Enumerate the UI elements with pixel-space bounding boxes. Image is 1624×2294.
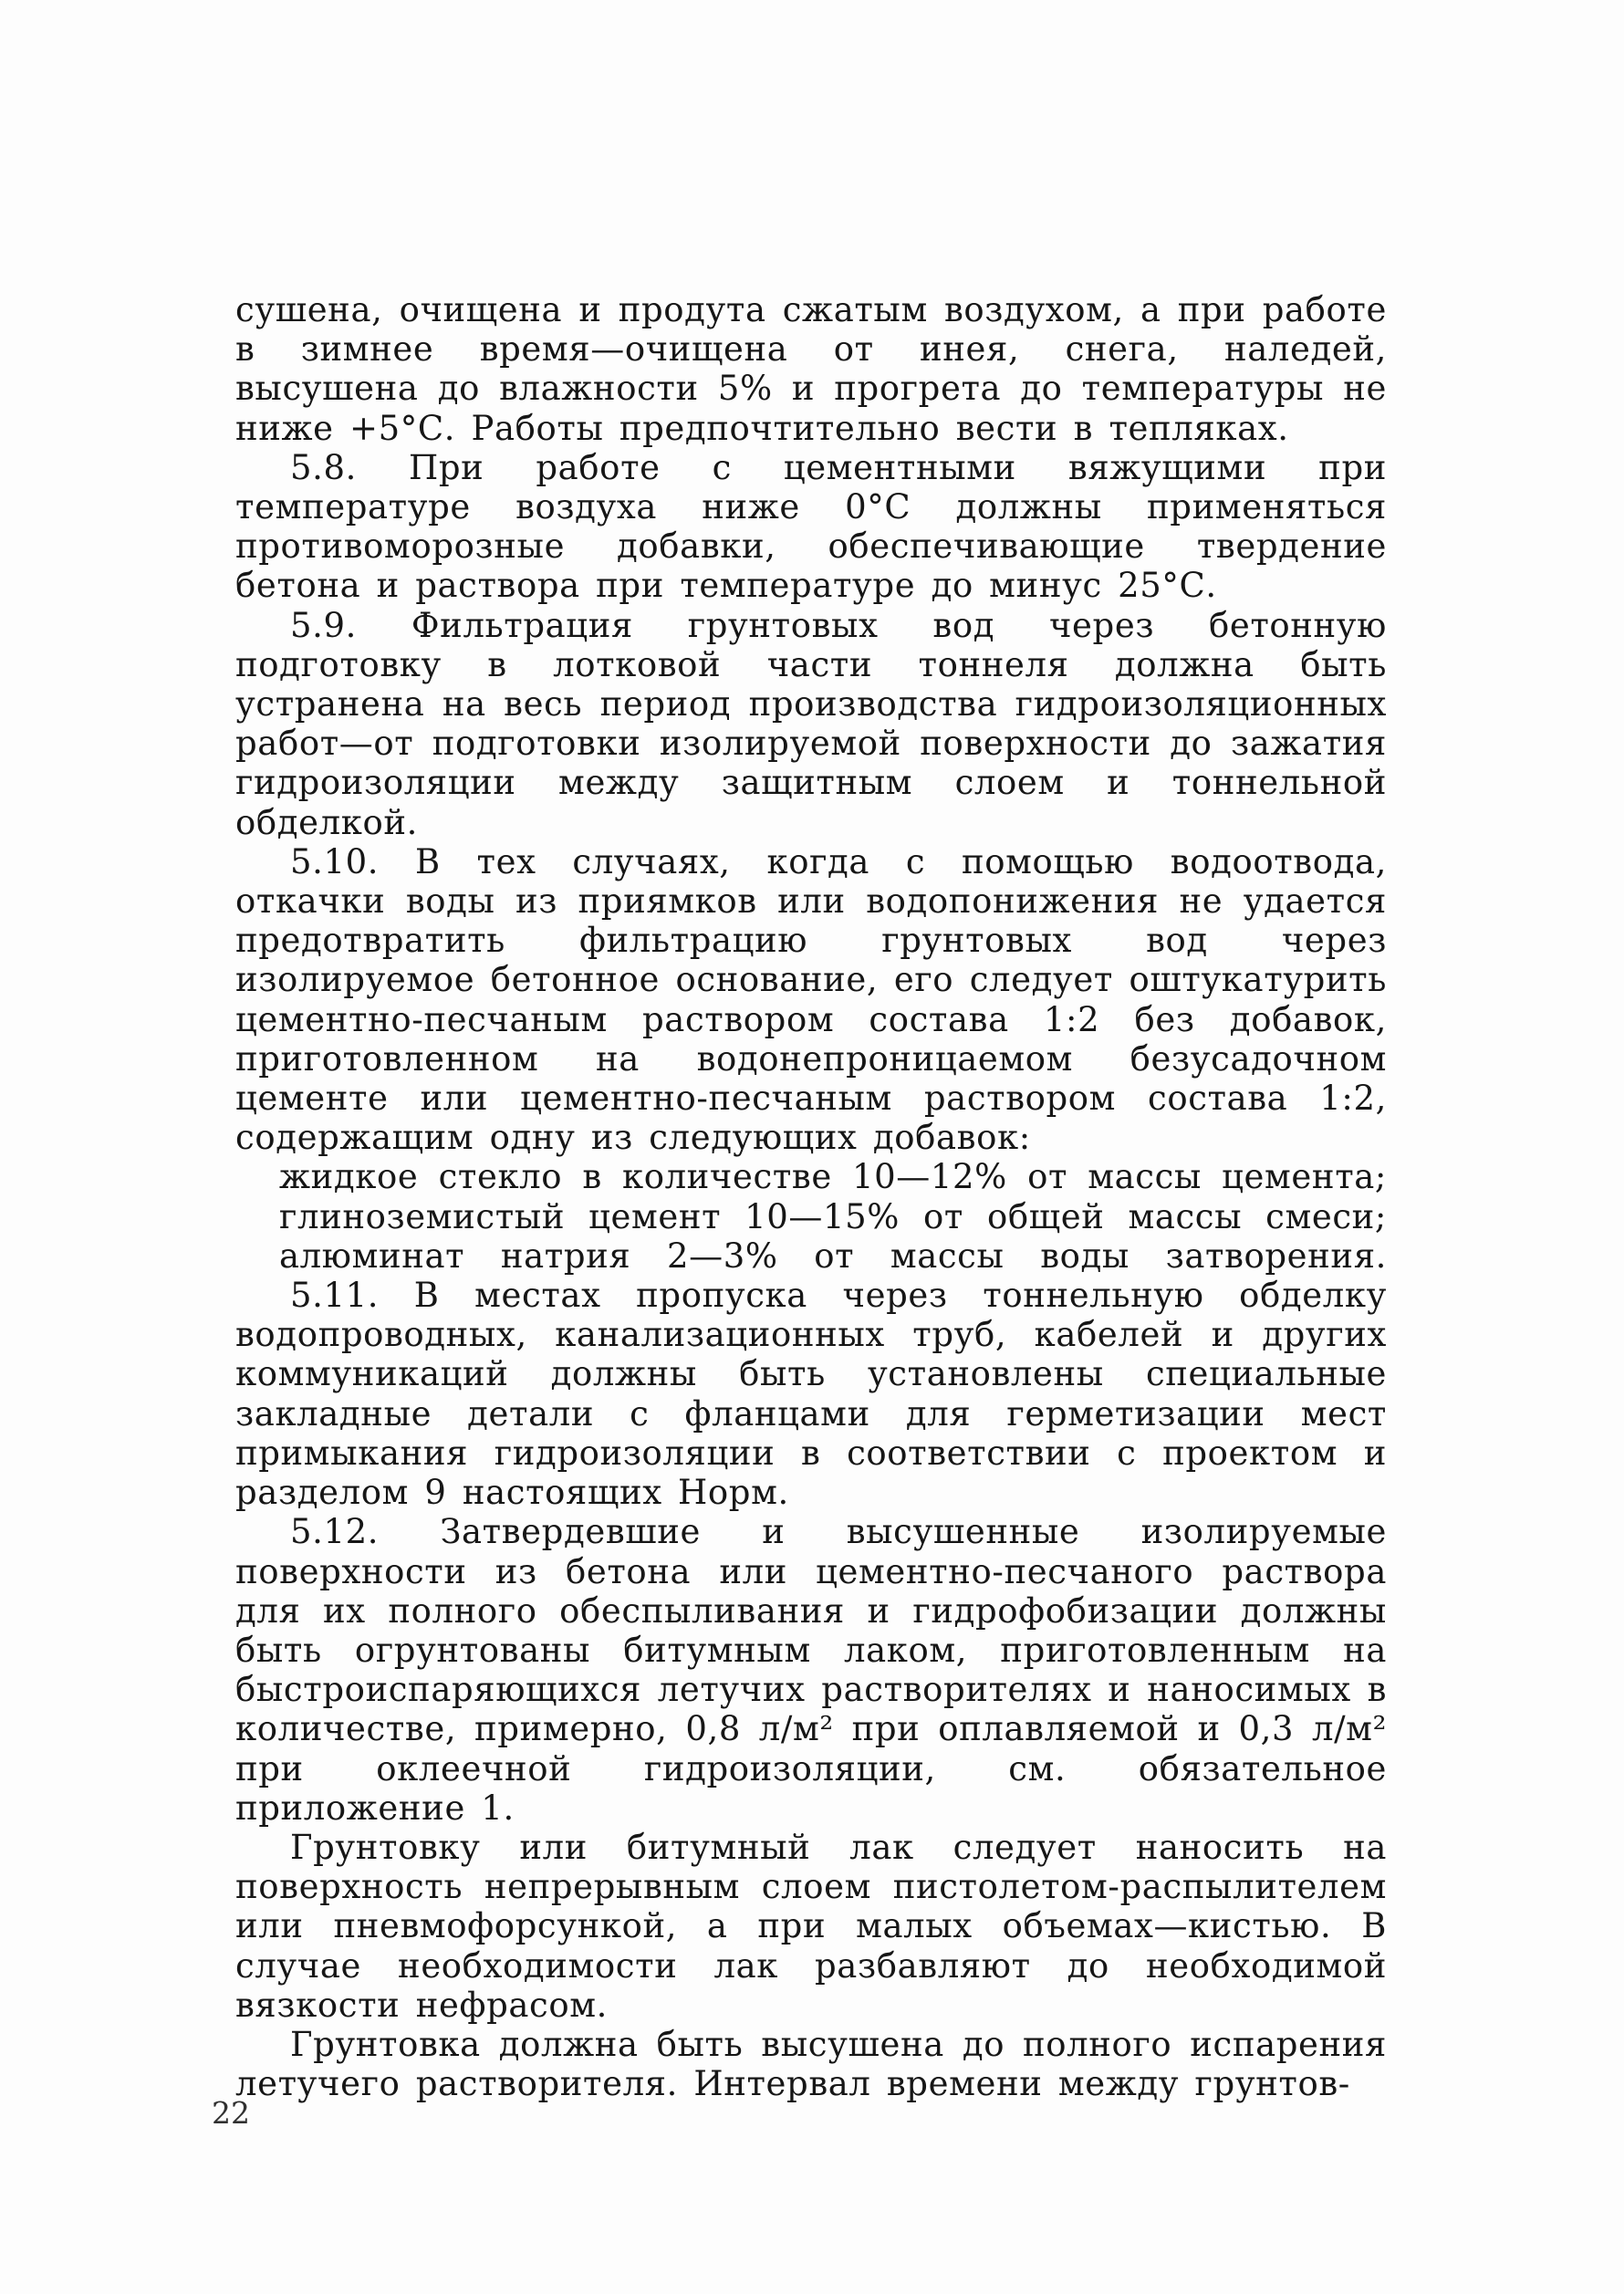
paragraph-5-10: 5.10. В тех случаях, когда с помощью водоотвода, откачки воды из приямков или водопонижения не удается предотвратить фильтрацию грунтовых вод через изолируемое бетонное основание, его следует оштукатурить цементно-песчаным раствором состава 1:2 без добавок, приготовленном на водонепроницаемом безусадочном цементе или цементно-песчаным раствором состава 1:2, содержащим одну из следующих добавок: <box>235 841 1387 1158</box>
paragraph-5-12: 5.12. Затвердевшие и высушенные изолируемые поверхности из бетона или цементно-песчаного раствора для их полного обеспыливания и гидрофобизации должны быть огрунтованы битумным лаком, приготовленным на быстроиспаряющихся летучих растворителях и наносимых в количестве, примерно, 0,8 л/м² при оплавляемой и 0,3 л/м² при оклеечной гидроизоляции, см. обязательное приложение 1. <box>235 1512 1387 1828</box>
additive-alumina-cement: глиноземистый цемент 10—15% от общей массы смеси; <box>279 1196 1387 1236</box>
paragraph-continuation: сушена, очищена и продута сжатым воздухом, а при работе в зимнее время—очищена от инея, снега, наледей, высушена до влажности 5% и прогрета до температуры не ниже +5°С. Работы предпочтительно вести в тепляках. <box>235 290 1387 448</box>
additive-sodium-aluminate: алюминат натрия 2—3% от массы воды затворения. <box>279 1236 1387 1276</box>
paragraph-primer-application: Грунтовку или битумный лак следует наносить на поверхность непрерывным слоем пистолетом-распылителем или пневмофорсункой, а при малых объемах—кистью. В случае необходимости лак разбавляют до необходимой вязкости нефрасом. <box>235 1827 1387 2025</box>
page-number: 22 <box>212 2095 250 2131</box>
paragraph-5-11: 5.11. В местах пропуска через тоннельную обделку водопроводных, канализационных труб, кабелей и других коммуникаций должны быть установлены специальные закладные детали с фланцами для герметизации мест примыкания гидроизоляции в соответствии с проектом и разделом 9 настоящих Норм. <box>235 1276 1387 1513</box>
paragraph-5-8: 5.8. При работе с цементными вяжущими при температуре воздуха ниже 0°С должны применяться противоморозные добавки, обеспечивающие твердение бетона и раствора при температуре до минус 25°С. <box>235 447 1387 606</box>
body-text <box>235 290 1387 2103</box>
paragraph-5-9: 5.9. Фильтрация грунтовых вод через бетонную подготовку в лотковой части тоннеля должна быть устранена на весь период производства гидроизоляционных работ—от подготовки изолируемой поверхности до зажатия гидроизоляции между защитным слоем и тоннельной обделкой. <box>235 605 1387 842</box>
additive-liquid-glass: жидкое стекло в количестве 10—12% от массы цемента; <box>279 1157 1387 1197</box>
paragraph-primer-drying: Грунтовка должна быть высушена до полного испарения летучего растворителя. Интервал времени между грунтов- <box>235 2024 1387 2104</box>
